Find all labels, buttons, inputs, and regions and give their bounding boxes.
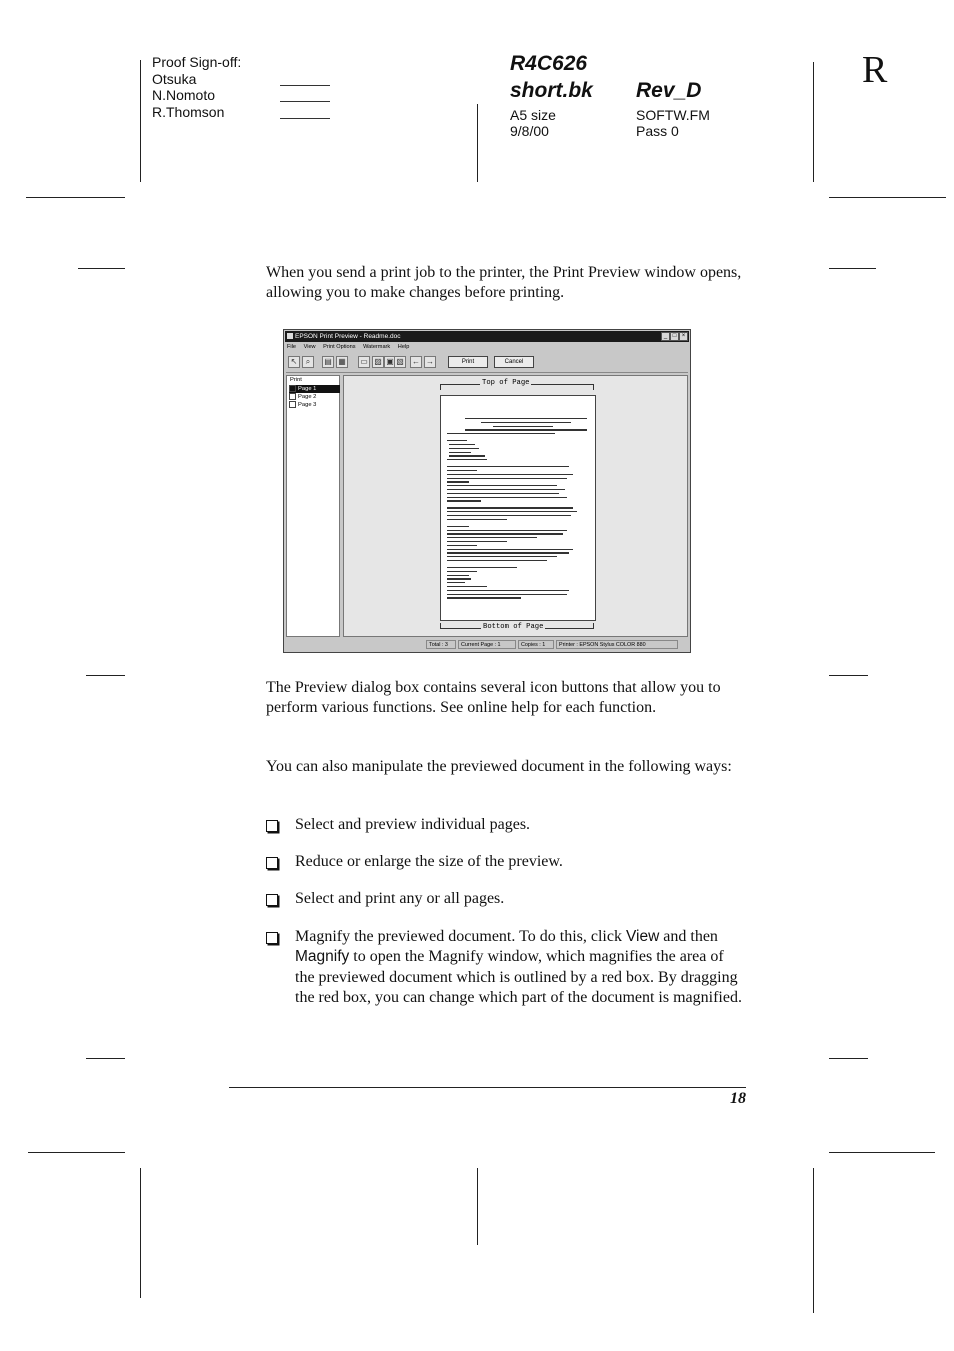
zoom-icon[interactable]: ▦	[336, 356, 348, 368]
bullet-text: Magnify the previewed document. To do this, click	[295, 928, 626, 945]
window-title: EPSON Print Preview - Readme.doc	[295, 333, 401, 340]
menu-file[interactable]: File	[287, 344, 297, 350]
print-preview-window	[283, 329, 691, 653]
greeked-text-line	[447, 433, 555, 434]
footer-rule	[229, 1087, 746, 1088]
tree-item-label: Page 1	[298, 386, 317, 393]
crop-mark	[78, 268, 125, 269]
bullet-text: to open the Magnify window, which magnifies the area of the previewed document which is outlined by a red box. By dragging the red box, you can change which part of the document is magnified.	[295, 948, 742, 1006]
tree-item-page[interactable]	[289, 393, 340, 401]
greeked-text-line	[447, 530, 567, 531]
crop-mark	[28, 1152, 125, 1153]
menu-print-options[interactable]: Print Options	[323, 344, 356, 350]
greeked-text-line	[447, 497, 567, 498]
cancel-button[interactable]: Cancel	[494, 356, 534, 368]
crop-mark	[477, 104, 478, 182]
pointer-icon[interactable]: ↖	[288, 356, 300, 368]
book-name: short.bk	[510, 79, 593, 102]
crop-mark	[813, 62, 814, 182]
crop-mark	[86, 1058, 125, 1059]
bullet-checkbox	[266, 932, 278, 944]
greeked-text-line	[447, 560, 547, 561]
greeked-text-line	[493, 426, 553, 427]
bullet-text: and then	[659, 928, 718, 945]
add-page-icon[interactable]: ▣	[384, 356, 396, 368]
greeked-text-line	[447, 571, 477, 572]
status-printer: Printer : EPSON Stylus COLOR 880	[556, 640, 678, 649]
bullet-item: Reduce or enlarge the size of the preview.	[295, 853, 563, 870]
minimize-icon[interactable]: _	[661, 332, 670, 341]
crop-mark	[829, 1152, 935, 1153]
greeked-text-line	[447, 578, 471, 579]
greeked-text-line	[447, 552, 569, 553]
greeked-text-line	[447, 545, 477, 546]
tree-item-page[interactable]	[289, 401, 340, 409]
signoff-name: Otsuka	[152, 70, 197, 87]
greeked-text-line	[449, 444, 475, 445]
tree-item-page[interactable]	[289, 385, 340, 393]
paper-size: A5 size	[510, 107, 556, 123]
greeked-text-line	[447, 537, 537, 538]
manipulate-intro: You can also manipulate the previewed document in the following ways:	[266, 758, 732, 775]
greeked-text-line	[447, 575, 469, 576]
corner-letter: R	[862, 49, 888, 91]
signoff-blank	[280, 101, 330, 102]
status-bar	[286, 639, 688, 650]
top-of-page-label: Top of Page	[482, 379, 530, 387]
doc-code: R4C626	[510, 52, 588, 75]
bullet-checkbox	[266, 857, 278, 869]
fit-page-icon[interactable]: ▤	[322, 356, 334, 368]
print-button[interactable]: Print	[448, 356, 488, 368]
proof-signoff	[152, 54, 241, 120]
greeked-text-line	[447, 590, 569, 591]
greeked-text-line	[481, 422, 571, 423]
greeked-text-line	[447, 567, 517, 568]
greeked-text-line	[447, 440, 467, 441]
crop-mark	[26, 197, 125, 198]
watermark-icon[interactable]: ▨	[372, 356, 384, 368]
greeked-text-line	[447, 478, 567, 479]
greeked-text-line	[449, 452, 471, 453]
menu-help[interactable]: Help	[397, 344, 410, 350]
greeked-text-line	[447, 549, 573, 550]
ui-term-view: View	[625, 928, 660, 945]
arrow-right-icon[interactable]: →	[426, 357, 434, 366]
preview-page-sheet[interactable]	[440, 395, 596, 621]
revision: Rev_D	[636, 79, 702, 102]
greeked-text-line	[447, 507, 573, 508]
crop-mark	[140, 60, 141, 182]
greeked-text-line	[465, 418, 587, 419]
crop-mark	[477, 1168, 478, 1245]
ui-term-magnify: Magnify	[295, 948, 350, 966]
greeked-text-line	[447, 470, 477, 471]
bullet-checkbox	[266, 894, 278, 906]
intro-paragraph: When you send a print job to the printer, the Print Preview window opens, allowing you to make changes before printing.	[266, 264, 742, 302]
status-current-page: Current Page : 1	[458, 640, 516, 649]
toolbar	[286, 354, 688, 373]
greeked-text-line	[447, 582, 465, 583]
signoff-blank	[280, 118, 330, 119]
tree-root-print[interactable]: Print	[290, 377, 302, 383]
status-total: Total : 3	[426, 640, 456, 649]
tree-item-label: Page 3	[298, 402, 317, 409]
crop-mark	[829, 268, 876, 269]
checkbox-icon[interactable]	[289, 393, 296, 400]
pass-number: Pass 0	[636, 123, 679, 139]
greeked-text-line	[447, 519, 507, 520]
greeked-text-line	[447, 459, 487, 460]
crop-mark	[829, 1058, 868, 1059]
bullet-item-magnify	[295, 927, 747, 1008]
menu-bar	[287, 343, 415, 352]
bullet-item: Select and preview individual pages.	[295, 816, 531, 833]
greeked-text-line	[447, 489, 565, 490]
greeked-text-line	[447, 493, 559, 494]
bottom-of-page-label: Bottom of Page	[483, 623, 544, 631]
greeked-text-line	[447, 597, 521, 598]
bullet-checkbox	[266, 820, 278, 832]
status-copies: Copies : 1	[518, 640, 554, 649]
crop-mark	[829, 197, 946, 198]
signoff-title: Proof Sign-off:	[152, 54, 242, 70]
maximize-icon[interactable]: □	[670, 332, 679, 341]
close-icon[interactable]: ×	[679, 332, 688, 341]
remove-page-icon[interactable]: ▧	[394, 356, 406, 368]
greeked-text-line	[449, 448, 479, 449]
crop-mark	[86, 675, 125, 676]
page-tree	[286, 375, 340, 637]
tree-item-label: Page 2	[298, 394, 317, 401]
crop-mark	[140, 1168, 141, 1298]
checkbox-icon[interactable]	[289, 401, 296, 408]
greeked-text-line	[447, 485, 557, 486]
signoff-name: N.Nomoto	[152, 87, 216, 103]
greeked-text-line	[447, 533, 563, 534]
menu-view[interactable]: View	[303, 344, 316, 350]
greeked-text-line	[447, 474, 573, 475]
greeked-text-line	[465, 429, 587, 430]
app-icon	[287, 333, 293, 339]
greeked-text-line	[447, 466, 569, 467]
greeked-text-line	[449, 455, 485, 456]
doc-date: 9/8/00	[510, 123, 549, 139]
magnify-icon[interactable]: ⌕	[302, 356, 314, 368]
crop-mark	[829, 675, 868, 676]
greeked-text-line	[447, 526, 469, 527]
greeked-text-line	[447, 556, 557, 557]
menu-watermark[interactable]: Watermark	[363, 344, 391, 350]
greeked-text-line	[447, 586, 487, 587]
greeked-text-line	[447, 541, 507, 542]
preview-pane	[343, 375, 688, 637]
signoff-name: R.Thomson	[152, 103, 225, 120]
page-icon[interactable]: ▭	[358, 356, 370, 368]
page-number: 18	[730, 1090, 746, 1107]
signoff-blank	[280, 85, 330, 86]
greeked-text-line	[447, 500, 481, 501]
arrow-left-icon[interactable]: ←	[412, 357, 420, 366]
greeked-text-line	[447, 481, 469, 482]
greeked-text-line	[447, 594, 567, 595]
window-titlebar	[285, 331, 689, 342]
greeked-text-line	[447, 515, 571, 516]
checkbox-icon[interactable]	[289, 385, 296, 392]
greeked-text-line	[447, 511, 577, 512]
bullet-item: Select and print any or all pages.	[295, 890, 505, 907]
file-name: SOFTW.FM	[636, 107, 710, 123]
crop-mark	[813, 1168, 814, 1313]
preview-description: The Preview dialog box contains several icon buttons that allow you to perform various functions. See online help for each function.	[266, 679, 721, 717]
